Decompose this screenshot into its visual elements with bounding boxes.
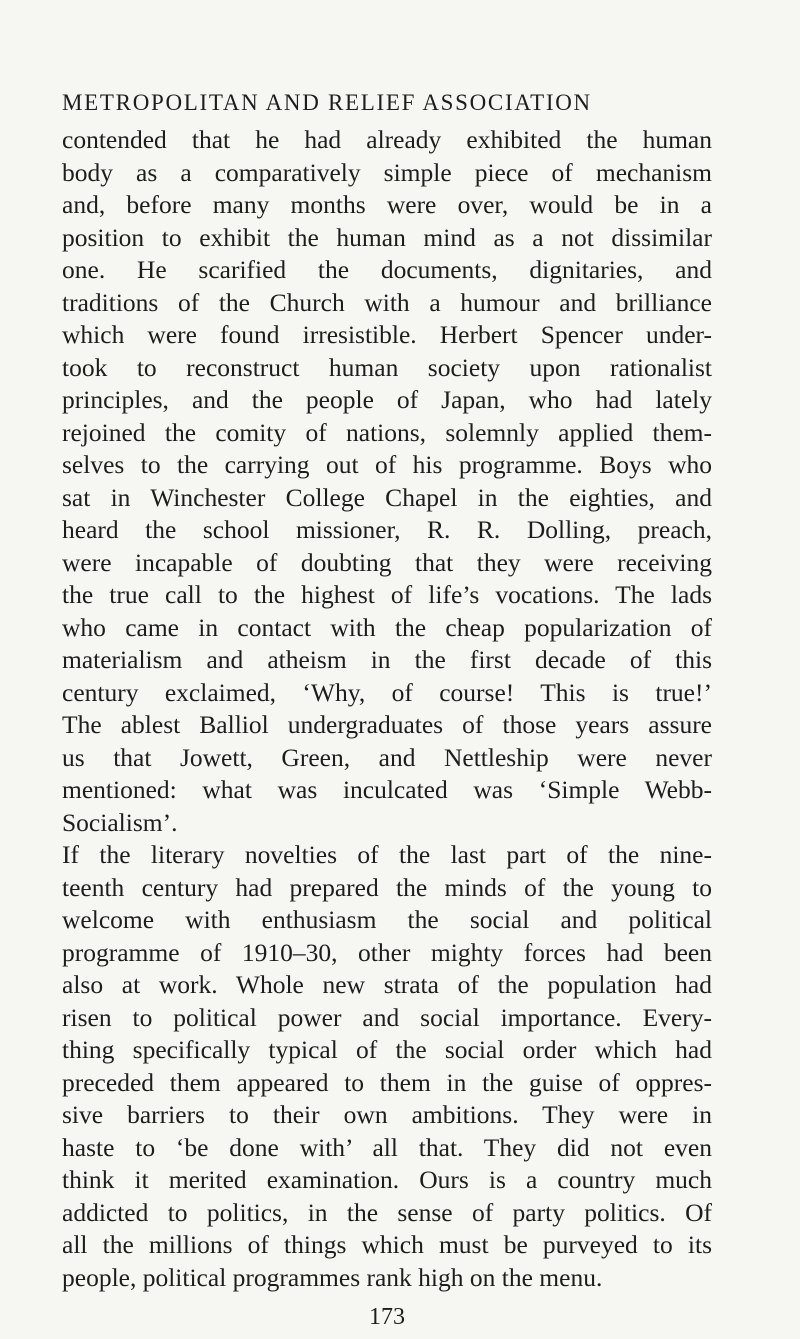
- text-line: thing specifically typical of the social order which had: [62, 1035, 712, 1064]
- text-line: haste to ‘be done with’ all that. They did not even: [62, 1132, 712, 1162]
- text-line: addicted to politics, in the sense of party politics. Of: [62, 1197, 712, 1227]
- text-line: programme of 1910–30, other mighty forces had been: [62, 937, 712, 967]
- text-line: materialism and atheism in the first decade of this: [62, 645, 712, 674]
- text-line: century exclaimed, ‘Why, of course! This is true!’: [62, 677, 712, 707]
- text-line: risen to political power and social importance. Every-: [62, 1002, 712, 1032]
- text-line: teenth century had prepared the minds of the young to: [62, 872, 712, 902]
- page-body: [62, 88, 712, 1330]
- text-line: one. He scarified the documents, dignitaries, and: [62, 255, 712, 284]
- page-number: 173: [369, 1304, 405, 1330]
- text-line: contended that he had already exhibited the human: [62, 125, 712, 154]
- text-line: the true call to the highest of life’s vocations. The lads: [62, 580, 712, 609]
- text-line: who came in contact with the cheap popularization of: [62, 612, 712, 642]
- text-line: principles, and the people of Japan, who had lately: [62, 385, 712, 414]
- text-line: think it merited examination. Ours is a country much: [62, 1165, 712, 1194]
- text-line: selves to the carrying out of his programme. Boys who: [62, 450, 712, 479]
- text-line: sive barriers to their own ambitions. They were in: [62, 1100, 712, 1129]
- text-line: Socialism’.: [62, 807, 178, 837]
- text-line: welcome with enthusiasm the social and political: [62, 905, 712, 934]
- text-line: traditions of the Church with a humour and brilliance: [62, 287, 712, 317]
- text-line: body as a comparatively simple piece of mechanism: [62, 157, 712, 187]
- text-line: also at work. Whole new strata of the population had: [62, 970, 712, 999]
- text-line: and, before many months were over, would be in a: [62, 190, 712, 219]
- text-line: which were found irresistible. Herbert Spencer under-: [62, 320, 712, 349]
- text-line: mentioned: what was inculcated was ‘Simple Webb-: [62, 775, 712, 804]
- text-line: rejoined the comity of nations, solemnly applied them-: [62, 417, 712, 447]
- text-line: all the millions of things which must be purveyed to its: [62, 1230, 712, 1259]
- text-line: took to reconstruct human society upon rationalist: [62, 352, 712, 382]
- text-line: us that Jowett, Green, and Nettleship were never: [62, 742, 712, 772]
- text-block: [62, 124, 712, 1294]
- running-head: METROPOLITAN AND RELIEF ASSOCIATION: [62, 90, 592, 115]
- text-line: were incapable of doubting that they were receiving: [62, 547, 712, 577]
- text-line: sat in Winchester College Chapel in the eighties, and: [62, 482, 712, 512]
- text-line: preceded them appeared to them in the guise of oppres-: [62, 1067, 712, 1097]
- text-line: If the literary novelties of the last part of the nine-: [62, 840, 712, 869]
- text-line: The ablest Balliol undergraduates of those years assure: [62, 710, 712, 739]
- text-line: heard the school missioner, R. R. Dolling, preach,: [62, 515, 712, 544]
- text-line: people, political programmes rank high on the menu.: [62, 1262, 603, 1292]
- text-line: position to exhibit the human mind as a not dissimilar: [62, 222, 712, 252]
